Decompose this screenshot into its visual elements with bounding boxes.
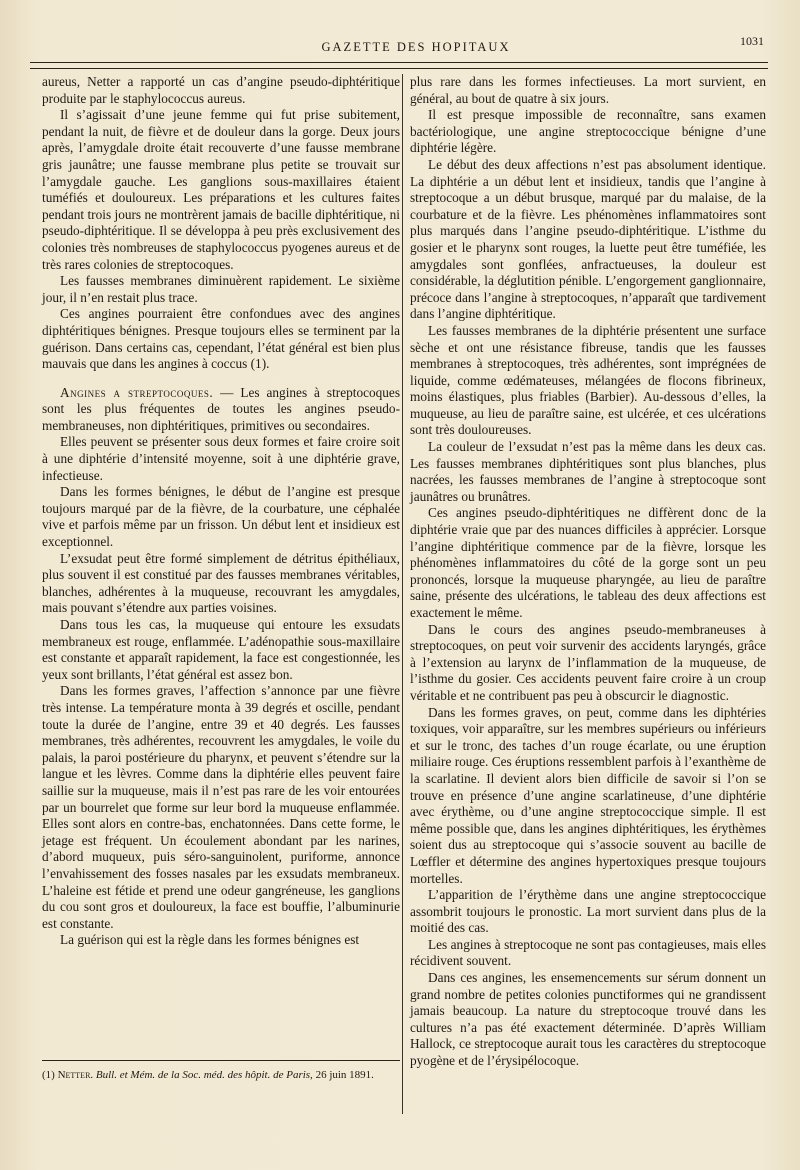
footnote-marker: (1) bbox=[42, 1069, 58, 1081]
paragraph: Les fausses membranes de la diphtérie présentent une surface sèche et ont une résistance fibreuse, tandis que les fausses membranes à streptocoques, très adhérentes, sont imprégnées de liquide, comme œdémateuses, mélangées de flocons fibrineux, moins élastiques, plus friables (Barbier). Au-dessous d’elles, la muqueuse, au lieu de paraître saine, est ulcérée, et ces ulcérations sont très douloureuses. bbox=[410, 322, 766, 438]
paragraph: L’exsudat peut être formé simplement de détritus épithéliaux, plus souvent il est constitué par des fausses membranes véritables, blanches, adhérentes à la muqueuse, recouvrant les amygdales, mais pouvant s’étendre aux parties voisines. bbox=[42, 550, 400, 616]
page-number: 1031 bbox=[740, 34, 764, 48]
footnote-rule bbox=[42, 1060, 400, 1061]
paragraph: Dans les formes graves, l’affection s’annonce par une fièvre très intense. La température monta à 39 degrés et oscille, pendant toute la durée de l’angine, entre 39 et 40 degrés. Les fausses membranes, très adhérentes, recouvrent les amygdales, le voile du palais, la paroi postérieure du pharynx, et peuvent s’étendre sur la langue et les lèvres. Comme dans la diphtérie elles peuvent faire saillie sur la muqueuse, mais il n’est pas rare de les voir entourées par un bourrelet que forme sur leur bord la muqueuse enflammée. Elles sont alors en contre-bas, enchatonnées. Dans cette forme, le jetage est fréquent. Un écoulement abondant par les narines, d’abord muqueux, puis séro-sanguinolent, puriforme, annonce l’envahissement des fosses nasales par les exsudats membraneux. L’haleine est fétide et prend une odeur gangréneuse, les ganglions du cou sont gros et douloureux, la face est bouffie, l’albuminurie est constante. bbox=[42, 683, 400, 931]
paragraph: Les angines à streptocoque ne sont pas contagieuses, mais elles récidivent souvent. bbox=[410, 936, 766, 969]
paragraph: Dans tous les cas, la muqueuse qui entoure les exsudats membraneux est rouge, enflammée. L’adénopathie sous-maxillaire est constante et apparaît rapidement, la face est congestionnée, les yeux sont brillants, l’état général est assez bon. bbox=[42, 617, 400, 682]
column-divider bbox=[402, 74, 403, 1114]
paragraph: aureus, Netter a rapporté un cas d’angine pseudo-diphtéritique produite par le staphylococcus aureus. bbox=[42, 74, 400, 106]
paragraph: La guérison qui est la règle dans les formes bénignes est bbox=[60, 932, 360, 948]
header-rule-thin bbox=[30, 68, 768, 69]
header-rule-thick bbox=[30, 62, 768, 63]
section-spacer bbox=[42, 373, 400, 385]
paragraph: L’apparition de l’érythème dans une angine streptococcique assombrit toujours le pronostic. La mort survient dans plus de la moitié des cas. bbox=[410, 887, 766, 936]
paragraph: Il est presque impossible de reconnaître, sans examen bactériologique, une angine streptococcique bénigne d’une diphtérie légère. bbox=[410, 107, 766, 156]
footnote-author: Netter. bbox=[57, 1069, 94, 1081]
paragraph: Elles peuvent se présenter sous deux formes et faire croire soit à une diphtérie d’intensité moyenne, soit à une diphtérie grave, infectieuse. bbox=[42, 434, 400, 483]
paragraph: plus rare dans les formes infectieuses. La mort survient, en général, au bout de quatre à six jours. bbox=[410, 74, 766, 106]
section-text: — Les angines à streptocoques sont les plus fréquentes de toutes les angines pseudo-membraneuses, non diphtéritiques, primitives ou secondaires. bbox=[42, 384, 401, 433]
footnote-date: 26 juin 1891. bbox=[312, 1069, 374, 1081]
paragraph: Dans le cours des angines pseudo-membraneuses à streptocoques, on peut voir survenir des accidents laryngés, grâce à l’extension au larynx de l’inflammation de la muqueuse, de l’isthme du gosier. Ces accidents peuvent faire croire à un croup véritable et ne contribuent pas peu à obscurcir le diagnostic. bbox=[410, 621, 766, 703]
footnote bbox=[42, 1068, 400, 1082]
footnote-source: Bull. et Mém. de la Soc. méd. des hôpit. de Paris, bbox=[93, 1069, 313, 1081]
paragraph: Les fausses membranes diminuèrent rapidement. Le sixième jour, il n’en restait plus trace. bbox=[42, 273, 400, 305]
section-heading: Angines a streptocoques. bbox=[60, 384, 214, 400]
paragraph: Dans les formes bénignes, le début de l’angine est presque toujours marqué par de la fièvre, de la courbature, une céphalée vive et parfois même par un frisson. Un début lent et insidieux est exceptionnel. bbox=[42, 484, 400, 550]
paragraph: Dans ces angines, les ensemencements sur sérum donnent un grand nombre de petites colonies punctiformes qui ne grandissent jamais beaucoup. La nature du streptocoque trouvé dans les cultures n’a pas été exactement déterminée. D’après William Hallock, ce streptocoque aurait tous les caractères du streptocoque pyogène et de l’érysipélocoque. bbox=[410, 970, 766, 1069]
section-paragraph bbox=[42, 385, 400, 435]
paragraph: La couleur de l’exsudat n’est pas la même dans les deux cas. Les fausses membranes diphtéritiques sont plus blanches, plus nacrées, les fausses membranes de l’angine à streptocoque sont jaunâtres ou brunâtres. bbox=[410, 439, 766, 504]
page-header bbox=[60, 34, 772, 64]
paragraph: Il s’agissait d’une jeune femme qui fut prise subitement, pendant la nuit, de fièvre et de douleur dans la gorge. Deux jours après, l’amygdale droite était recouverte d’une fausse membrane gris jaunâtre; une fausse membrane plus petite se trouvait sur l’amygdale gauche. Les ganglions sous-maxillaires étaient tuméfiés et douloureux. Les préparations et les cultures faites pendant trois jours ne montrèrent jamais de bacille diphtéritique, ni pseudo-diphtéritique. Il se développa à peu près exclusivement des colonies très nombreuses de staphylococcus pyogenes aureus et de très rares colonies de streptocoques. bbox=[42, 107, 400, 272]
right-column bbox=[410, 74, 766, 1070]
paragraph: Le début des deux affections n’est pas absolument identique. La diphtérie a un début lent et insidieux, tandis que l’angine à streptocoque a un début brusque, marqué par du malaise, de la courbature et de la fièvre. Les phénomènes inflammatoires sont plus marqués dans l’angine pseudo-diphtéritique. L’isthme du gosier et le pharynx sont rouges, la luette peut être tuméfiée, les amygdales sont gonflées, anfractueuses, la douleur est considérable, la déglutition pénible. L’engorgement ganglionnaire, précoce dans l’angine à streptocoques, n’apparaît que tardivement dans l’angine diphtéritique. bbox=[410, 156, 766, 322]
paragraph: Ces angines pseudo-diphtéritiques ne diffèrent donc de la diphtérie vraie que par des nuances difficiles à apprécier. Lorsque l’angine diphtéritique commence par de la fièvre, lorsque les phénomènes inflammatoires du côté de la gorge sont un peu prononcés, lorsque la muqueuse pharyngée, au lieu de paraître saine, présente des ulcérations, le tableau des deux affections est exactement le même. bbox=[410, 505, 766, 620]
paragraph: Ces angines pourraient être confondues avec des angines diphtéritiques bénignes. Presque toujours elles se terminent par la guérison. Dans certains cas, cependant, l’état général est bien plus mauvais que dans les angines à coccus (1). bbox=[42, 306, 400, 372]
journal-title: GAZETTE DES HOPITAUX bbox=[321, 40, 511, 54]
left-column bbox=[42, 74, 400, 1104]
paragraph: Dans les formes graves, on peut, comme dans les diphtéries toxiques, voir apparaître, sur les membres supérieurs ou inférieurs et sur le tronc, des taches d’un rouge écarlate, ou une éruption miliaire rouge. Ces éruptions ressemblent parfois à l’exanthème de la scarlatine. Il devient alors bien difficile de savoir si l’on se trouve en présence d’une angine scarlatineuse, d’une diphtérie avec érythème, ou d’une angine streptococcique simple. Il est même possible que, dans les angines diphtéritiques, les érythèmes soient dus au streptocoque qui s’associe souvent au bacille de Lœffler et détermine des angines hypertoxiques presque toujours mortelles. bbox=[410, 704, 766, 886]
